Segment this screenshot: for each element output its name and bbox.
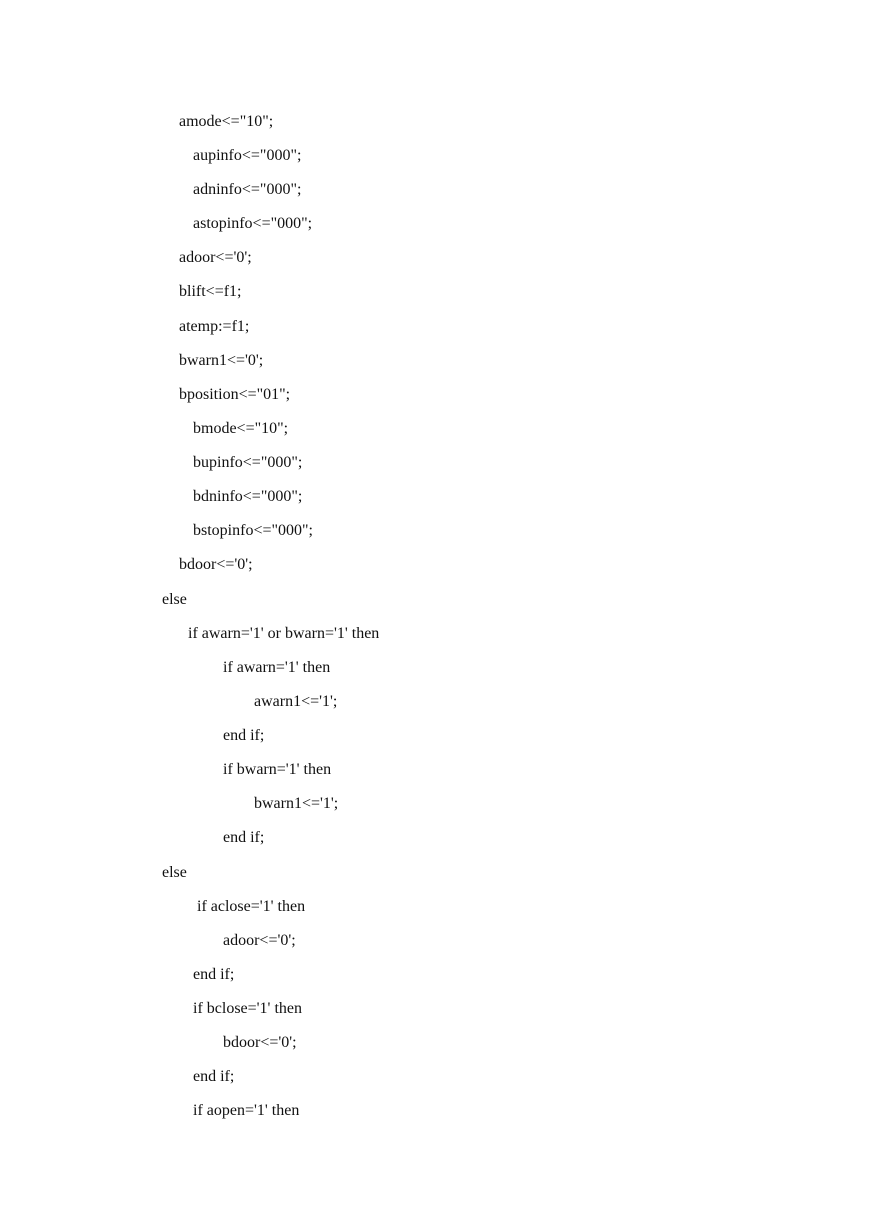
code-line: if bwarn='1' then <box>223 761 332 778</box>
code-line: bwarn1<='1'; <box>254 795 339 812</box>
code-line: if aopen='1' then <box>193 1102 300 1119</box>
code-line: end if; <box>193 1068 235 1085</box>
code-line: adninfo<="000"; <box>193 181 302 198</box>
code-line: adoor<='0'; <box>223 932 296 949</box>
code-line: end if; <box>193 966 235 983</box>
code-line: bwarn1<='0'; <box>179 352 264 369</box>
code-line: bdoor<='0'; <box>179 556 253 573</box>
code-line: bdoor<='0'; <box>223 1034 297 1051</box>
code-line: end if; <box>223 829 265 846</box>
code-line: bposition<="01"; <box>179 386 291 403</box>
code-line: bdninfo<="000"; <box>193 488 303 505</box>
code-line: if aclose='1' then <box>197 898 306 915</box>
code-line: else <box>162 864 187 881</box>
code-line: bmode<="10"; <box>193 420 289 437</box>
code-line: if awarn='1' or bwarn='1' then <box>188 625 380 642</box>
code-line: if bclose='1' then <box>193 1000 302 1017</box>
code-line: blift<=f1; <box>179 283 242 300</box>
code-line: astopinfo<="000"; <box>193 215 313 232</box>
code-line: awarn1<='1'; <box>254 693 338 710</box>
code-line: else <box>162 591 187 608</box>
code-line: atemp:=f1; <box>179 318 250 335</box>
code-line: aupinfo<="000"; <box>193 147 302 164</box>
code-line: adoor<='0'; <box>179 249 252 266</box>
code-line: amode<="10"; <box>179 113 274 130</box>
code-line: bstopinfo<="000"; <box>193 522 313 539</box>
code-line: bupinfo<="000"; <box>193 454 303 471</box>
code-line: if awarn='1' then <box>223 659 331 676</box>
code-line: end if; <box>223 727 265 744</box>
